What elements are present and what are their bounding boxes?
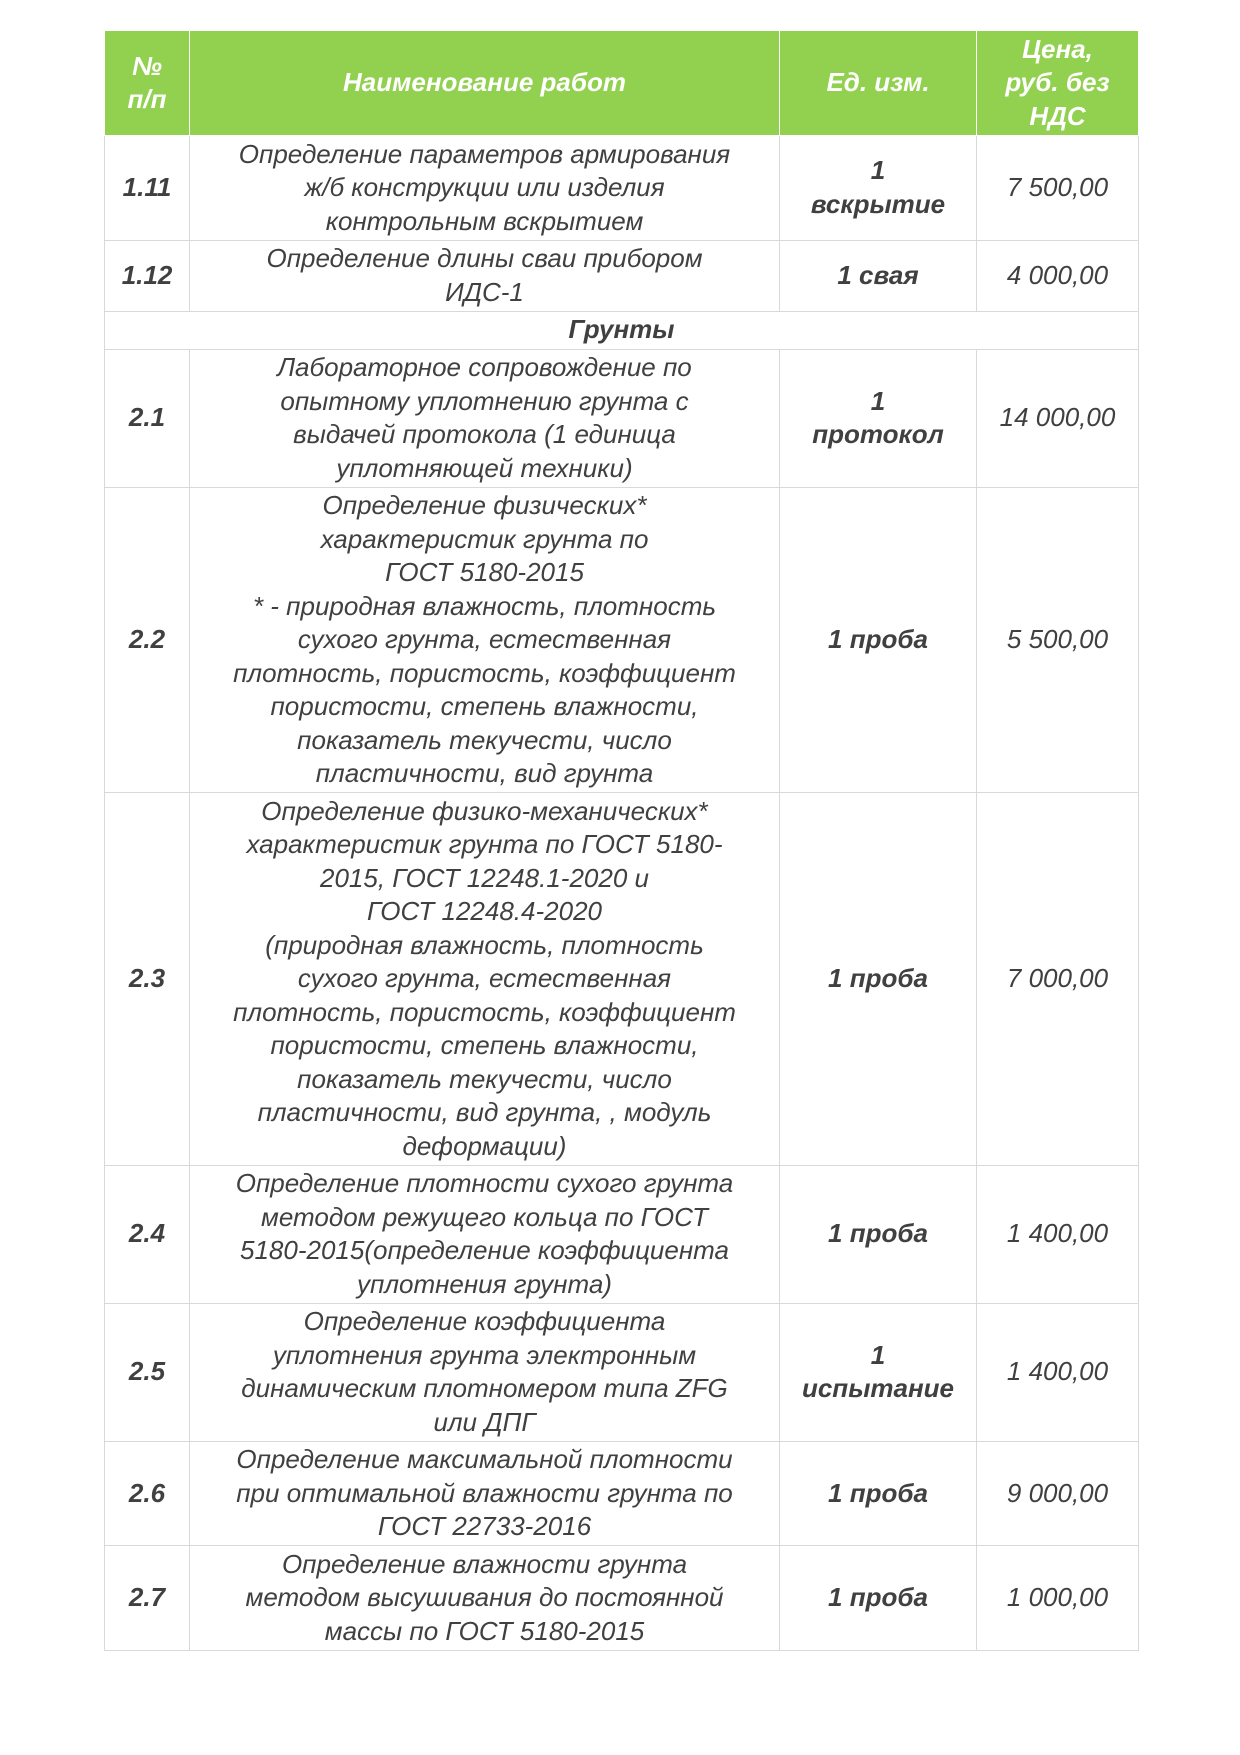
description-line: плотность, пористость, коэффициент: [233, 996, 736, 1027]
table-section: [105, 311, 1139, 349]
description-line: Определение влажности грунта: [281, 1548, 688, 1579]
description-line: методом режущего кольца по ГОСТ: [261, 1201, 708, 1232]
row-price: 1 400,00: [977, 1303, 1139, 1441]
description-line: Определение коэффициента: [303, 1306, 666, 1336]
description-line: Определение физико-механических*: [261, 795, 708, 826]
row-number: 1.12: [105, 240, 190, 311]
row-unit: [780, 1165, 977, 1303]
description-line: Определение физических*: [322, 490, 647, 520]
description-line: Определение плотности сухого грунта: [235, 1168, 734, 1198]
table-row: [105, 136, 1139, 241]
description-line: сухого грунта, естественная: [297, 624, 672, 654]
row-unit: [780, 240, 977, 311]
description-line: плотность, пористость, коэффициент: [233, 657, 736, 688]
description-line: массы по ГОСТ 5180-2015: [324, 1615, 645, 1646]
description-line: Определение параметров армирования: [238, 138, 731, 169]
table-header-row: [105, 31, 1139, 136]
header-price: Цена, руб. без НДС: [977, 31, 1139, 136]
description-line: при оптимальной влажности грунта по: [236, 1477, 733, 1508]
table-row: [105, 793, 1139, 1166]
unit-line: 1 свая: [837, 259, 919, 290]
description-line: ИДС-1: [445, 276, 524, 307]
row-number: 1.11: [105, 136, 190, 241]
description-line: динамическим плотномером типа ZFG: [241, 1373, 728, 1403]
description-line: * - природная влажность, плотность: [252, 590, 717, 621]
description-line: или ДПГ: [433, 1406, 536, 1437]
description-line: Лабораторное сопровождение по: [277, 352, 692, 382]
table-body-structures: [105, 136, 1139, 312]
description-line: 2015, ГОСТ 12248.1-2020 и: [320, 862, 649, 893]
price-table: [104, 30, 1139, 1651]
row-description: [190, 349, 780, 487]
table-row: [105, 240, 1139, 311]
row-unit: [780, 487, 977, 793]
unit-line: 1 проба: [828, 1582, 928, 1612]
description-line: контрольным вскрытием: [325, 205, 644, 236]
header-name: Наименование работ: [190, 31, 780, 136]
row-number: 2.1: [105, 349, 190, 487]
row-unit: [780, 1303, 977, 1441]
row-description: [190, 487, 780, 793]
description-line: (природная влажность, плотность: [265, 929, 704, 960]
description-line: выдачей протокола (1 единица: [293, 419, 676, 449]
row-description: [190, 1303, 780, 1441]
description-line: пластичности, вид грунта, , модуль: [257, 1097, 712, 1127]
unit-line: 1: [870, 1339, 886, 1370]
description-line: пористости, степень влажности,: [270, 691, 699, 721]
header-unit: Ед. изм.: [780, 31, 977, 136]
description-line: методом высушивания до постоянной: [245, 1582, 724, 1612]
row-price: 7 000,00: [977, 793, 1139, 1166]
header-num: № п/п: [105, 31, 190, 136]
row-unit: [780, 793, 977, 1166]
row-unit: [780, 136, 977, 241]
description-line: 5180-2015(определение коэффициента: [240, 1235, 729, 1265]
table-row: [105, 1303, 1139, 1441]
description-line: ж/б конструкции или изделия: [304, 172, 665, 202]
description-line: уплотнения грунта): [357, 1268, 612, 1299]
row-description: [190, 1165, 780, 1303]
row-price: 7 500,00: [977, 136, 1139, 241]
unit-line: 1: [870, 385, 886, 416]
description-line: показатель текучести, число: [297, 724, 672, 755]
row-unit: [780, 1546, 977, 1651]
description-line: пластичности, вид грунта: [315, 758, 654, 788]
table-row: [105, 349, 1139, 487]
table-row: [105, 1546, 1139, 1651]
section-title: Грунты: [105, 311, 1139, 349]
description-line: пористости, степень влажности,: [270, 1030, 699, 1060]
row-unit: [780, 349, 977, 487]
row-price: 9 000,00: [977, 1441, 1139, 1546]
description-line: уплотняющей техники): [336, 452, 633, 483]
row-number: 2.6: [105, 1441, 190, 1546]
row-number: 2.7: [105, 1546, 190, 1651]
description-line: Определение длины сваи прибором: [266, 243, 703, 273]
row-number: 2.4: [105, 1165, 190, 1303]
description-line: уплотнения грунта электронным: [272, 1339, 697, 1370]
description-line: опытному уплотнению грунта с: [280, 385, 689, 416]
unit-line: протокол: [812, 419, 944, 449]
description-line: сухого грунта, естественная: [297, 963, 672, 993]
description-line: характеристик грунта по: [320, 523, 649, 554]
section-row: [105, 311, 1139, 349]
unit-line: 1: [870, 155, 886, 186]
description-line: ГОСТ 5180-2015: [385, 557, 584, 587]
row-unit: [780, 1441, 977, 1546]
row-price: 1 400,00: [977, 1165, 1139, 1303]
unit-line: 1 проба: [828, 624, 928, 654]
table-row: [105, 487, 1139, 793]
table-row: [105, 1441, 1139, 1546]
row-number: 2.5: [105, 1303, 190, 1441]
description-line: Определение максимальной плотности: [236, 1444, 733, 1474]
row-number: 2.3: [105, 793, 190, 1166]
unit-line: испытание: [801, 1373, 955, 1403]
row-number: 2.2: [105, 487, 190, 793]
table-body-soils: [105, 349, 1139, 1650]
unit-line: вскрытие: [810, 188, 946, 219]
row-description: [190, 240, 780, 311]
description-line: характеристик грунта по ГОСТ 5180-: [246, 829, 723, 859]
row-description: [190, 1546, 780, 1651]
table-row: [105, 1165, 1139, 1303]
row-price: 1 000,00: [977, 1546, 1139, 1651]
row-price: 4 000,00: [977, 240, 1139, 311]
description-line: ГОСТ 12248.4-2020: [366, 896, 602, 926]
row-price: 5 500,00: [977, 487, 1139, 793]
description-line: деформации): [402, 1130, 567, 1161]
unit-line: 1 проба: [828, 1477, 928, 1508]
description-line: показатель текучести, число: [297, 1063, 672, 1094]
unit-line: 1 проба: [828, 1218, 928, 1249]
unit-line: 1 проба: [828, 963, 928, 993]
row-description: [190, 136, 780, 241]
row-price: 14 000,00: [977, 349, 1139, 487]
description-line: ГОСТ 22733-2016: [377, 1511, 592, 1541]
row-description: [190, 793, 780, 1166]
row-description: [190, 1441, 780, 1546]
